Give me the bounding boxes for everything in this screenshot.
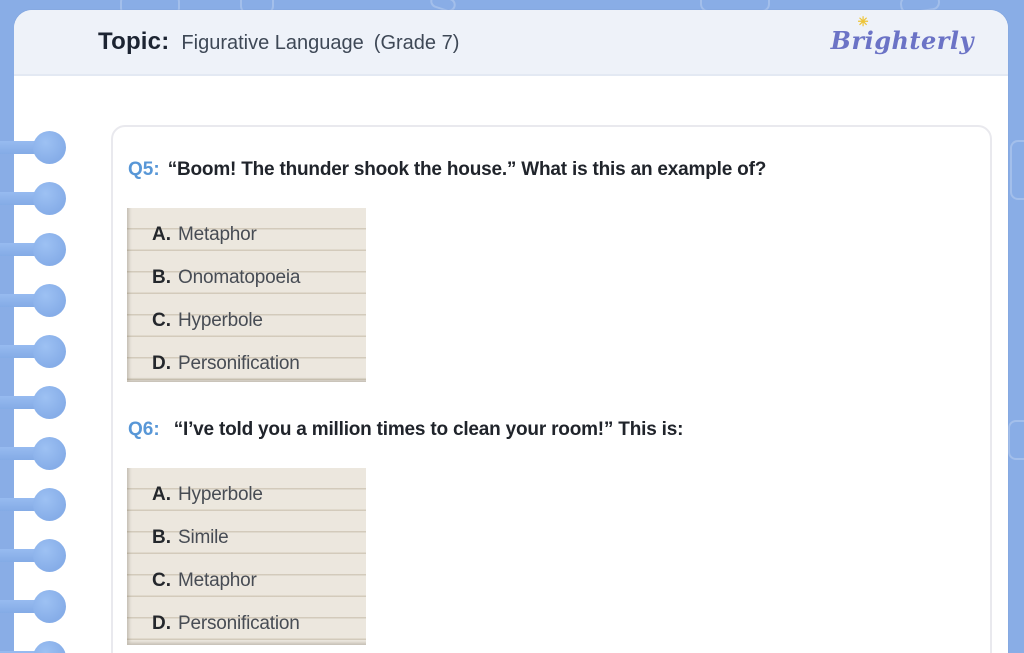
question-5 bbox=[128, 159, 766, 181]
binding-ring bbox=[0, 182, 68, 215]
option-text: Onomatopoeia bbox=[178, 266, 301, 288]
binding-ring bbox=[0, 641, 68, 653]
question-5-number: Q5: bbox=[128, 159, 160, 180]
brighterly-logo bbox=[830, 15, 974, 55]
spiral-binding bbox=[0, 0, 70, 653]
question-6-options bbox=[127, 468, 366, 645]
option-letter: B. bbox=[152, 526, 171, 548]
option-row bbox=[127, 559, 366, 602]
question-6-number: Q6: bbox=[128, 419, 160, 440]
binding-ring bbox=[0, 386, 68, 419]
option-text: Metaphor bbox=[178, 569, 257, 591]
binding-ring bbox=[0, 131, 68, 164]
topic-label: Topic: bbox=[98, 28, 170, 55]
question-5-text: “Boom! The thunder shook the house.” What is this an example of? bbox=[167, 159, 767, 180]
option-letter: C. bbox=[152, 309, 171, 331]
option-text: Hyperbole bbox=[178, 483, 263, 505]
binding-ring bbox=[0, 590, 68, 623]
option-text: Personification bbox=[178, 613, 300, 635]
option-row bbox=[127, 299, 366, 342]
question-6-text: “I’ve told you a million times to clean your room!” This is: bbox=[173, 419, 684, 440]
option-row bbox=[127, 473, 366, 516]
option-text: Hyperbole bbox=[178, 309, 263, 331]
option-text: Simile bbox=[178, 526, 229, 548]
binding-ring bbox=[0, 233, 68, 266]
binding-ring bbox=[0, 335, 68, 368]
binding-ring bbox=[0, 539, 68, 572]
option-row bbox=[127, 213, 366, 256]
option-letter: C. bbox=[152, 569, 171, 591]
topic-value: Figurative Language bbox=[181, 32, 364, 54]
option-letter: D. bbox=[152, 353, 171, 375]
grade-label: (Grade 7) bbox=[373, 32, 460, 54]
topic-line bbox=[98, 28, 459, 56]
option-row bbox=[127, 256, 366, 299]
option-text: Metaphor bbox=[178, 223, 257, 245]
option-text: Personification bbox=[178, 353, 300, 375]
binding-ring bbox=[0, 488, 68, 521]
option-row bbox=[127, 516, 366, 559]
option-letter: A. bbox=[152, 483, 171, 505]
sun-sparkle-icon: ✳ bbox=[857, 15, 870, 30]
option-letter: D. bbox=[152, 613, 171, 635]
option-row bbox=[127, 603, 366, 646]
binding-ring bbox=[0, 437, 68, 470]
binding-ring bbox=[0, 284, 68, 317]
worksheet-header bbox=[14, 10, 1008, 76]
option-row bbox=[127, 343, 366, 386]
option-letter: A. bbox=[152, 223, 171, 245]
question-6 bbox=[128, 419, 683, 441]
question-5-options bbox=[127, 208, 366, 382]
option-letter: B. bbox=[152, 266, 171, 288]
brand-name: Brighterly bbox=[830, 26, 974, 55]
